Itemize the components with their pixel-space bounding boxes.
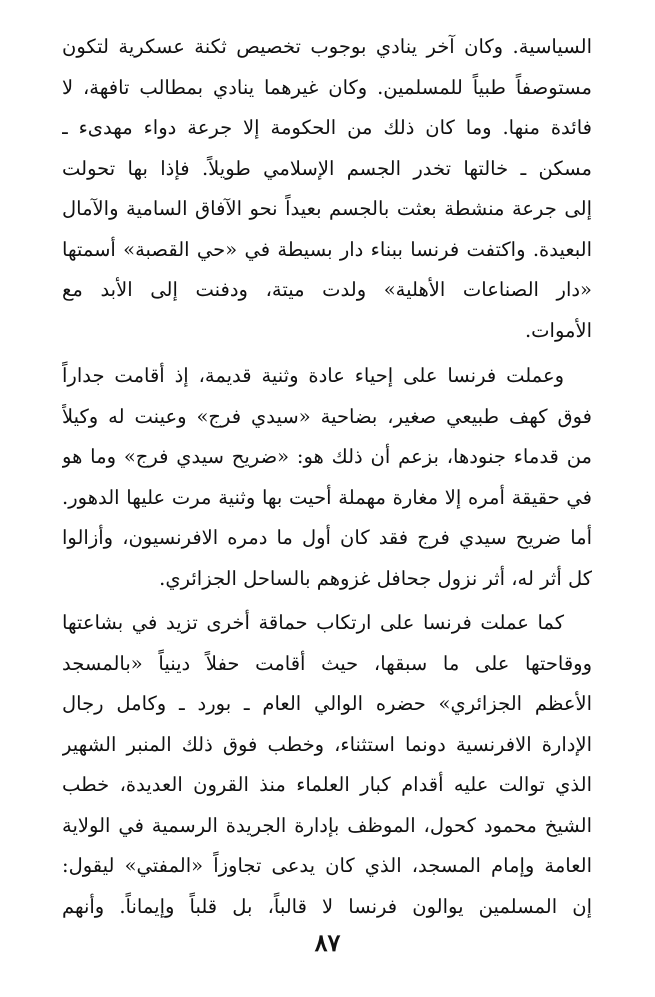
page-number: ٨٧ (314, 928, 341, 957)
text-line: «دار الصناعات الأهلية» ولدت ميتة، ودفنت إلى الأبد مع (62, 278, 592, 301)
text-line: إن المسلمين يوالون فرنسا لا قالباً، بل قلباً وإيماناً. وأنهم (62, 894, 592, 918)
text-line: العامة وإمام المسجد، الذي كان يدعى تجاوزاً «المفتي» ليقول: (62, 854, 592, 877)
text-line: ووقاحتها على ما سبقها، حيث أقامت حفلاً دينياً «بالمسجد (62, 651, 592, 675)
text-line: مسكن ـ خالتها تخدر الجسم الإسلامي طويلاً. فإذا بها تحولت (62, 156, 592, 180)
text-line: الشيخ محمود كحول، الموظف بإدارة الجريدة الرسمية في الولاية (62, 813, 592, 837)
paragraph-3 (62, 603, 592, 927)
text-line: الأموات. (524, 318, 592, 342)
text-line: البعيدة. واكتفت فرنسا ببناء دار بسيطة في «حي القصبة» أسمتها (62, 237, 592, 261)
text-line: مستوصفاً طبياً للمسلمين. وكان غيرهما ينادي بمطالب تافهة، لا (62, 75, 592, 99)
text-line: الذي توالت عليه أقدام كبار العلماء منذ القرون العديدة، خطب (62, 773, 592, 796)
paragraph-1 (62, 27, 592, 351)
text-line: الأعظم الجزائري» حضره الوالي العام ـ بورد ـ وكامل رجال (62, 692, 592, 715)
text-line: وعملت فرنسا على إحياء عادة وثنية قديمة، إذ أقامت جداراً (62, 364, 564, 387)
paragraph-2 (62, 356, 592, 599)
text-line: السياسية. وكان آخر ينادي بوجوب تخصيص ثكنة عسكرية لتكون (62, 35, 592, 58)
text-line: كل أثر له، أثر نزول جحافل غزوهم بالساحل الجزائري. (159, 566, 592, 590)
text-line: فوق كهف طبيعي صغير، بضاحية «سيدي فرج» وعينت له وكيلاً (62, 404, 592, 428)
text-line: في حقيقة أمره إلا مغارة مهملة أحيت بها وثنية مرت عليها الدهور. (62, 485, 592, 509)
text-line: إلى جرعة منشطة بعثت بالجسم بعيداً نحو الآفاق السامية والآمال (62, 197, 592, 220)
text-line: كما عملت فرنسا على ارتكاب حماقة أخرى تزيد في بشاعتها (62, 611, 564, 634)
text-line: الإدارة الافرنسية دونما استثناء، وخطب فوق ذلك المنبر الشهير (62, 732, 592, 756)
text-line: أما ضريح سيدي فرج فقد كان أول ما دمره الافرنسيون، وأزالوا (62, 526, 592, 549)
text-line: من قدماء جنودها، بزعم أن ذلك هو: «ضريح سيدي فرج» وما هو (62, 445, 592, 468)
text-line: فائدة منها. وما كان ذلك من الحكومة إلا جرعة دواء مهدىء ـ (62, 116, 592, 139)
